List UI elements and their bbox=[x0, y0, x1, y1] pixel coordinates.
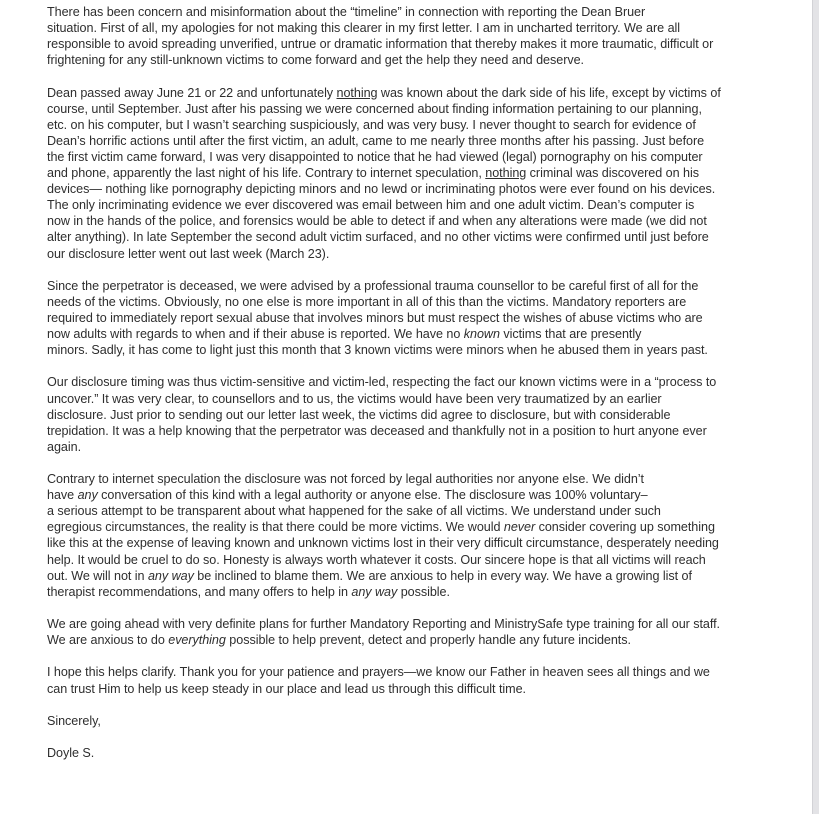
italic-emphasis: everything bbox=[168, 633, 226, 648]
letter-paragraph bbox=[47, 664, 777, 696]
text-line: alter anything). In late September the second adult victim surfaced, and no other victims were confirmed until just before bbox=[47, 230, 709, 245]
text-line: a serious attempt to be transparent about what happened for the sake of all victims. We understand under such bbox=[47, 504, 661, 519]
underlined-emphasis: nothing bbox=[485, 166, 527, 181]
text-line: needs of the victims. Obviously, no one else is more important in all of this than the victims. Mandatory reporters are bbox=[47, 294, 687, 309]
letter-paragraph bbox=[47, 85, 777, 262]
text-line: therapist recommendations, and many offers to help in any way possible. bbox=[47, 584, 450, 599]
italic-emphasis: never bbox=[503, 520, 536, 535]
text-line: disclosure. Just prior to sending out our letter last week, the victims did agree to disclosure, but with considerable bbox=[47, 407, 671, 422]
text-line: Our disclosure timing was thus victim-sensitive and victim-led, respecting the fact our known victims were in a “process to bbox=[47, 375, 717, 390]
text-line: There has been concern and misinformation about the “timeline” in connection with reporting the Dean Bruer bbox=[47, 5, 646, 19]
letter-paragraph bbox=[47, 4, 777, 68]
text-line: and phone, apparently the last night of his life. Contrary to internet speculation, nothing criminal was discovered on his bbox=[47, 166, 699, 181]
text-line: course, until September. Just after his passing we were concerned about finding information pertaining to our planning, bbox=[47, 101, 702, 116]
underlined-emphasis: nothing bbox=[336, 85, 378, 100]
text-line: uncover.” It was very clear, to counsellors and to us, the victims would have been very traumatized by an earlier bbox=[47, 391, 662, 406]
italic-emphasis: any bbox=[77, 488, 98, 503]
text-line: help. It would be cruel to do so. Honesty is always worth whatever it costs. Our sincere hope is that all victims will reach bbox=[47, 552, 706, 567]
text-line: situation. First of all, my apologies for not making this clearer in my first letter. I am in uncharted territory. We are all bbox=[47, 21, 681, 36]
text-line: We are anxious to do everything possible to help prevent, detect and properly handle any future incidents. bbox=[47, 633, 631, 648]
letter-closing: Sincerely, bbox=[47, 713, 101, 728]
letter-signature: Doyle S. bbox=[47, 746, 95, 761]
text-line: required to immediately report sexual abuse that involves minors but must respect the wishes of abuse victims who are bbox=[47, 310, 703, 325]
letter-paragraphs bbox=[47, 4, 777, 697]
text-line: egregious circumstances, the reality is that there could be more victims. We would never consider covering up something bbox=[47, 520, 715, 535]
page-edge-scrollbar bbox=[812, 0, 819, 814]
text-line: etc. on his computer, but I wasn’t searching suspiciously, and was very busy. I never thought to search for evidence of bbox=[47, 117, 696, 132]
text-line: have any conversation of this kind with a legal authority or anyone else. The disclosure was 100% voluntary– bbox=[47, 488, 648, 503]
text-line: now adults with regards to when and if their abuse is reported. We have no known victims that are presently bbox=[47, 327, 642, 342]
text-line: out. We will not in any way be inclined to blame them. We are anxious to help in every way. We have a growing list of bbox=[47, 568, 692, 583]
italic-emphasis: any way bbox=[147, 568, 194, 583]
letter-paragraph bbox=[47, 278, 777, 358]
text-line: responsible to avoid spreading unverified, untrue or dramatic information that thereby makes it more traumatic, difficult or bbox=[47, 37, 714, 52]
text-line: trepidation. It was a help knowing that the perpetrator was deceased and thankfully not in a position to hurt anyone ever bbox=[47, 423, 707, 438]
text-line: again. bbox=[47, 439, 82, 454]
text-line: Since the perpetrator is deceased, we were advised by a professional trauma counsellor to be careful first of all for the bbox=[47, 278, 699, 293]
text-line: can trust Him to help us keep steady in our place and lead us through this difficult time. bbox=[47, 681, 526, 696]
letter-paragraph bbox=[47, 616, 777, 648]
italic-emphasis: known bbox=[463, 327, 500, 342]
text-line: our disclosure letter went out last week (March 23). bbox=[47, 246, 330, 261]
text-line: I hope this helps clarify. Thank you for your patience and prayers—we know our Father in heaven sees all things and we bbox=[47, 665, 710, 680]
letter-body bbox=[47, 4, 777, 777]
italic-emphasis: any way bbox=[351, 584, 398, 599]
text-line: devices— nothing like pornography depicting minors and no lewd or incriminating photos were ever found on his devices. bbox=[47, 182, 716, 197]
text-line: frightening for any still-unknown victims to come forward and get the help they need and deserve. bbox=[47, 53, 584, 68]
text-line: like this at the expense of leaving known and unknown victims lost in their very difficult circumstance, desperately needing bbox=[47, 536, 719, 551]
text-line: Dean’s horrific actions until after the first victim, an adult, came to me nearly three months after his passing. Just before bbox=[47, 133, 705, 148]
text-line: The only incriminating evidence we ever discovered was email between him and one adult victim. Dean’s computer is bbox=[47, 198, 695, 213]
letter-paragraph bbox=[47, 471, 777, 600]
letter-paragraph bbox=[47, 374, 777, 454]
text-line: Dean passed away June 21 or 22 and unfortunately nothing was known about the dark side of his life, except by victims of bbox=[47, 85, 721, 100]
text-line: Contrary to internet speculation the disclosure was not forced by legal authorities nor anyone else. We didn’t bbox=[47, 472, 645, 487]
text-line: the first victim came forward, I was very disappointed to notice that he had viewed (legal) pornography on his computer bbox=[47, 149, 703, 164]
text-line: now in the hands of the police, and forensics would be able to detect if and when any alterations were made (we did not bbox=[47, 214, 707, 229]
text-line: We are going ahead with very definite plans for further Mandatory Reporting and MinistrySafe type training for all our staff. bbox=[47, 617, 721, 632]
text-line: minors. Sadly, it has come to light just this month that 3 known victims were minors when he abused them in years past. bbox=[47, 343, 708, 358]
